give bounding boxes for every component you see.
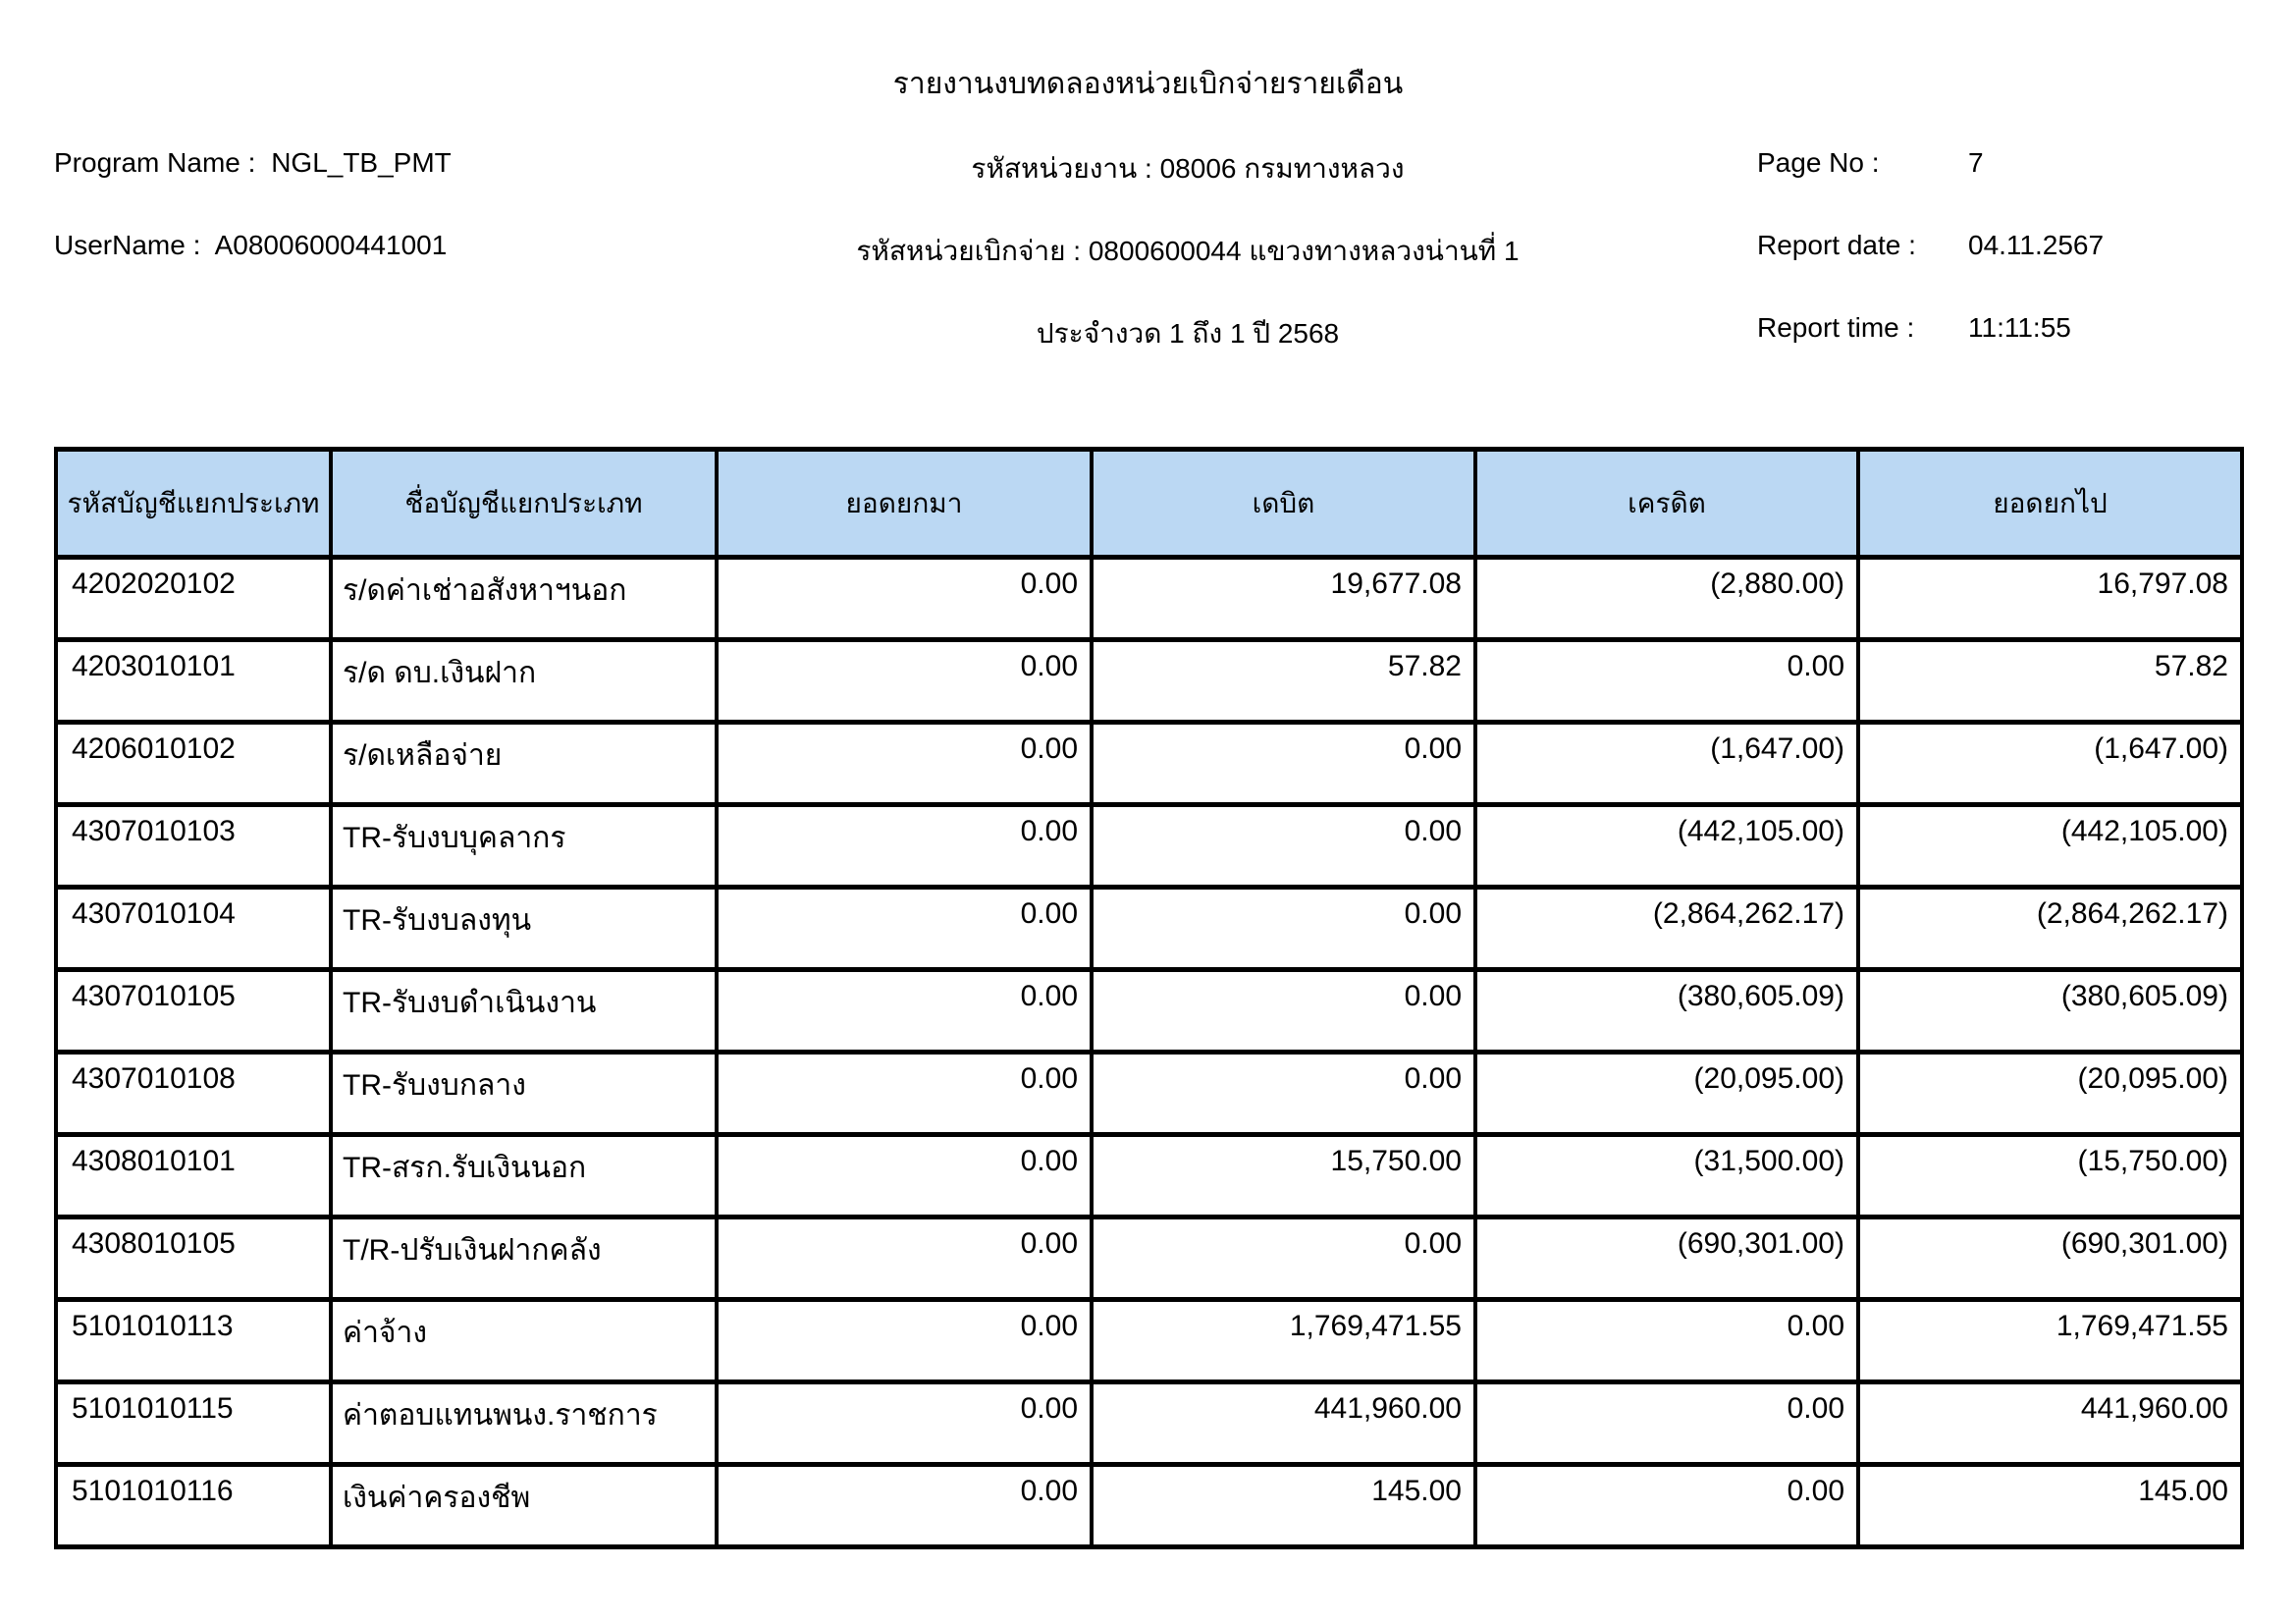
balance-brought-forward-cell: 0.00 xyxy=(717,558,1092,640)
account-name-cell: TR-รับงบบุคลากร xyxy=(331,805,717,888)
table-row xyxy=(56,970,2242,1053)
program-name-line xyxy=(54,147,452,179)
debit-cell: 0.00 xyxy=(1092,723,1475,805)
account-name-cell: เงินค่าครองชีพ xyxy=(331,1465,717,1547)
table-row xyxy=(56,1135,2242,1217)
report-time-label: Report time : xyxy=(1757,312,1915,343)
disburse-unit-line: รหัสหน่วยเบิกจ่าย : 0800600044 แขวงทางหลวงน่านที่ 1 xyxy=(856,236,1520,266)
credit-cell: 0.00 xyxy=(1475,1300,1858,1382)
balance-brought-forward-cell: 0.00 xyxy=(717,888,1092,970)
account-code-cell: 5101010115 xyxy=(56,1382,331,1465)
balance-brought-forward-cell: 0.00 xyxy=(717,1382,1092,1465)
header-debit: เดบิต xyxy=(1092,450,1475,558)
table-row xyxy=(56,1300,2242,1382)
balance-carried-forward-cell: 16,797.08 xyxy=(1858,558,2242,640)
header-account-name: ชื่อบัญชีแยกประเภท xyxy=(331,450,717,558)
debit-cell: 19,677.08 xyxy=(1092,558,1475,640)
balance-carried-forward-cell: (442,105.00) xyxy=(1858,805,2242,888)
credit-cell: (690,301.00) xyxy=(1475,1217,1858,1300)
debit-cell: 57.82 xyxy=(1092,640,1475,723)
balance-carried-forward-cell: (1,647.00) xyxy=(1858,723,2242,805)
balance-brought-forward-cell: 0.00 xyxy=(717,1300,1092,1382)
program-name-label: Program Name : xyxy=(54,147,256,178)
table-row xyxy=(56,1465,2242,1547)
credit-cell: 0.00 xyxy=(1475,1465,1858,1547)
account-code-cell: 4308010105 xyxy=(56,1217,331,1300)
balance-brought-forward-cell: 0.00 xyxy=(717,805,1092,888)
debit-cell: 1,769,471.55 xyxy=(1092,1300,1475,1382)
table-row xyxy=(56,640,2242,723)
account-code-cell: 4308010101 xyxy=(56,1135,331,1217)
balance-carried-forward-cell: 441,960.00 xyxy=(1858,1382,2242,1465)
username-value: A08006000441001 xyxy=(214,230,448,260)
balance-carried-forward-cell: (20,095.00) xyxy=(1858,1053,2242,1135)
table-body xyxy=(56,558,2242,1547)
balance-carried-forward-cell: (380,605.09) xyxy=(1858,970,2242,1053)
account-name-cell: T/R-ปรับเงินฝากคลัง xyxy=(331,1217,717,1300)
header-balance-carried-forward: ยอดยกไป xyxy=(1858,450,2242,558)
report-date-label: Report date : xyxy=(1757,230,1916,260)
debit-cell: 441,960.00 xyxy=(1092,1382,1475,1465)
table-row xyxy=(56,723,2242,805)
debit-cell: 0.00 xyxy=(1092,1053,1475,1135)
username-line xyxy=(54,230,447,261)
account-code-cell: 4202020102 xyxy=(56,558,331,640)
balance-carried-forward-cell: (2,864,262.17) xyxy=(1858,888,2242,970)
table-row xyxy=(56,888,2242,970)
balance-brought-forward-cell: 0.00 xyxy=(717,970,1092,1053)
balance-brought-forward-cell: 0.00 xyxy=(717,640,1092,723)
balance-brought-forward-cell: 0.00 xyxy=(717,1053,1092,1135)
credit-cell: (2,880.00) xyxy=(1475,558,1858,640)
table-row xyxy=(56,1053,2242,1135)
account-name-cell: ร/ดค่าเช่าอสังหาฯนอก xyxy=(331,558,717,640)
account-name-cell: TR-รับงบดำเนินงาน xyxy=(331,970,717,1053)
table-row xyxy=(56,558,2242,640)
account-code-cell: 4206010102 xyxy=(56,723,331,805)
header-credit: เครดิต xyxy=(1475,450,1858,558)
debit-cell: 0.00 xyxy=(1092,888,1475,970)
credit-cell: 0.00 xyxy=(1475,1382,1858,1465)
credit-cell: (31,500.00) xyxy=(1475,1135,1858,1217)
account-code-cell: 4307010104 xyxy=(56,888,331,970)
report-time-value: 11:11:55 xyxy=(1968,312,2071,343)
header-account-code: รหัสบัญชีแยกประเภท xyxy=(56,450,331,558)
debit-cell: 0.00 xyxy=(1092,805,1475,888)
account-name-cell: TR-รับงบกลาง xyxy=(331,1053,717,1135)
credit-cell: (20,095.00) xyxy=(1475,1053,1858,1135)
account-code-cell: 4307010105 xyxy=(56,970,331,1053)
account-code-cell: 5101010113 xyxy=(56,1300,331,1382)
trial-balance-table xyxy=(54,447,2244,1549)
period-line: ประจำงวด 1 ถึง 1 ปี 2568 xyxy=(1036,318,1340,349)
report-date-value: 04.11.2567 xyxy=(1968,230,2105,260)
program-name-value: NGL_TB_PMT xyxy=(271,147,452,178)
credit-cell: (1,647.00) xyxy=(1475,723,1858,805)
page-no-value: 7 xyxy=(1968,147,1984,178)
header-balance-brought-forward: ยอดยกมา xyxy=(717,450,1092,558)
balance-brought-forward-cell: 0.00 xyxy=(717,1465,1092,1547)
account-name-cell: ค่าตอบแทนพนง.ราชการ xyxy=(331,1382,717,1465)
page-title: รายงานงบทดลองหน่วยเบิกจ่ายรายเดือน xyxy=(892,68,1404,100)
table-row xyxy=(56,805,2242,888)
account-code-cell: 5101010116 xyxy=(56,1465,331,1547)
debit-cell: 145.00 xyxy=(1092,1465,1475,1547)
username-label: UserName : xyxy=(54,230,201,260)
balance-carried-forward-cell: 1,769,471.55 xyxy=(1858,1300,2242,1382)
account-code-cell: 4307010108 xyxy=(56,1053,331,1135)
balance-carried-forward-cell: 57.82 xyxy=(1858,640,2242,723)
credit-cell: (380,605.09) xyxy=(1475,970,1858,1053)
balance-brought-forward-cell: 0.00 xyxy=(717,723,1092,805)
account-code-cell: 4203010101 xyxy=(56,640,331,723)
table-header-row xyxy=(56,450,2242,558)
account-name-cell: TR-รับงบลงทุน xyxy=(331,888,717,970)
table-row xyxy=(56,1382,2242,1465)
balance-brought-forward-cell: 0.00 xyxy=(717,1135,1092,1217)
agency-code-line: รหัสหน่วยงาน : 08006 กรมทางหลวง xyxy=(971,153,1405,184)
debit-cell: 0.00 xyxy=(1092,970,1475,1053)
table-row xyxy=(56,1217,2242,1300)
balance-carried-forward-cell: 145.00 xyxy=(1858,1465,2242,1547)
account-name-cell: ร/ด ดบ.เงินฝาก xyxy=(331,640,717,723)
debit-cell: 0.00 xyxy=(1092,1217,1475,1300)
credit-cell: 0.00 xyxy=(1475,640,1858,723)
account-name-cell: TR-สรก.รับเงินนอก xyxy=(331,1135,717,1217)
account-name-cell: ค่าจ้าง xyxy=(331,1300,717,1382)
debit-cell: 15,750.00 xyxy=(1092,1135,1475,1217)
credit-cell: (2,864,262.17) xyxy=(1475,888,1858,970)
balance-carried-forward-cell: (690,301.00) xyxy=(1858,1217,2242,1300)
balance-brought-forward-cell: 0.00 xyxy=(717,1217,1092,1300)
account-code-cell: 4307010103 xyxy=(56,805,331,888)
table-header xyxy=(56,450,2242,558)
page-no-label: Page No : xyxy=(1757,147,1880,178)
balance-carried-forward-cell: (15,750.00) xyxy=(1858,1135,2242,1217)
account-name-cell: ร/ดเหลือจ่าย xyxy=(331,723,717,805)
credit-cell: (442,105.00) xyxy=(1475,805,1858,888)
